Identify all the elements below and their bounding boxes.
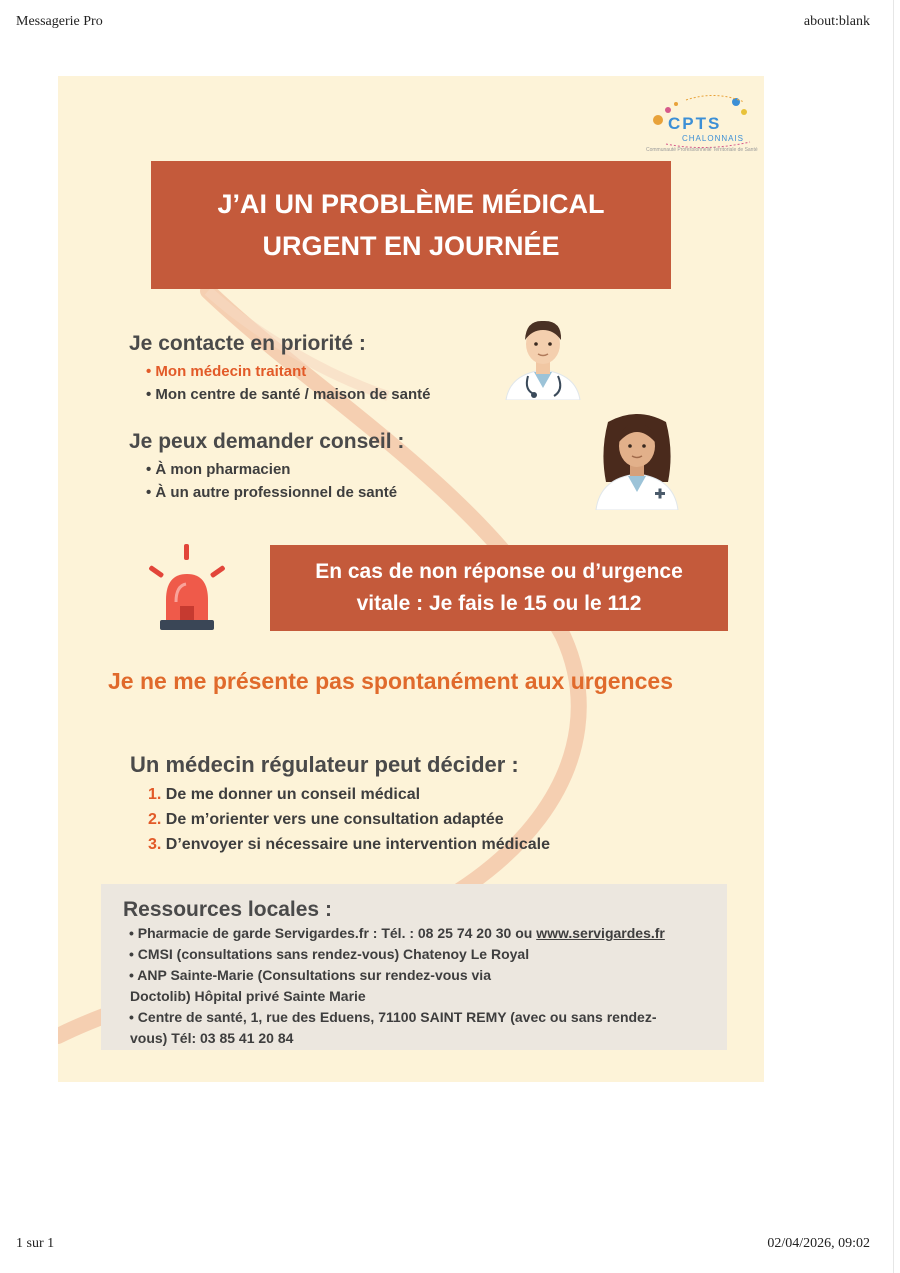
servigardes-link[interactable]: www.servigardes.fr <box>536 925 665 941</box>
regulator-heading: Un médecin régulateur peut décider : <box>130 752 519 777</box>
alert-line-2: vitale : Je fais le 15 ou le 112 <box>356 592 642 615</box>
print-header-title: Messagerie Pro <box>16 14 103 29</box>
title-line-1: J’AI UN PROBLÈME MÉDICAL <box>217 189 605 219</box>
priority-heading: Je contacte en priorité : <box>129 332 366 355</box>
resources-heading: Ressources locales : <box>123 898 332 921</box>
title-line-2: URGENT EN JOURNÉE <box>262 231 560 261</box>
logo-tagline: Communauté Professionnelle Territoriale de Santé <box>646 147 758 153</box>
local-resources-box <box>101 884 727 1050</box>
no-er-warning: Je ne me présente pas spontanément aux urgences <box>108 668 673 694</box>
regulator-item-1: 1. De me donner un conseil médical <box>148 786 421 803</box>
poster <box>58 76 764 1082</box>
resource-pharmacy: • Pharmacie de garde Servigardes.fr : Tél. : 08 25 74 20 30 ou www.servigardes.fr <box>129 925 665 941</box>
resource-health-center: • Centre de santé, 1, rue des Eduens, 71100 SAINT REMY (avec ou sans rendez- <box>129 1009 657 1025</box>
logo-subtext: CHALONNAIS <box>682 134 745 143</box>
page-edge-divider <box>893 0 894 1273</box>
alert-line-1: En cas de non réponse ou d’urgence <box>315 560 683 583</box>
print-footer-date: 02/04/2026, 09:02 <box>767 1236 870 1251</box>
main-title-banner <box>151 161 671 289</box>
regulator-item-3: 3. D’envoyer si nécessaire une intervention médicale <box>148 836 550 853</box>
resource-anp: • ANP Sainte-Marie (Consultations sur rendez-vous via <box>129 967 491 983</box>
priority-item-doctor: • Mon médecin traitant <box>146 363 307 380</box>
advice-item-pharmacist: • À mon pharmacien <box>146 461 291 478</box>
advice-item-professional: • À un autre professionnel de santé <box>146 484 398 501</box>
print-footer-page: 1 sur 1 <box>16 1236 55 1251</box>
male-doctor-icon <box>504 316 582 400</box>
resource-anp-cont: Doctolib) Hôpital privé Sainte Marie <box>130 988 366 1004</box>
print-header-url: about:blank <box>803 14 870 29</box>
advice-heading: Je peux demander conseil : <box>129 430 405 453</box>
regulator-item-2: 2. De m’orienter vers une consultation adaptée <box>148 811 504 828</box>
cpts-logo <box>646 90 756 158</box>
emergency-alert-banner <box>270 545 728 631</box>
siren-icon <box>146 542 230 634</box>
logo-text: CPTS <box>668 114 722 133</box>
priority-item-health-center: • Mon centre de santé / maison de santé <box>146 386 431 403</box>
resource-cmsi: • CMSI (consultations sans rendez-vous) Chatenoy Le Royal <box>129 946 530 962</box>
resource-health-center-cont: vous) Tél: 03 85 41 20 84 <box>130 1030 294 1046</box>
female-doctor-icon <box>594 412 680 510</box>
